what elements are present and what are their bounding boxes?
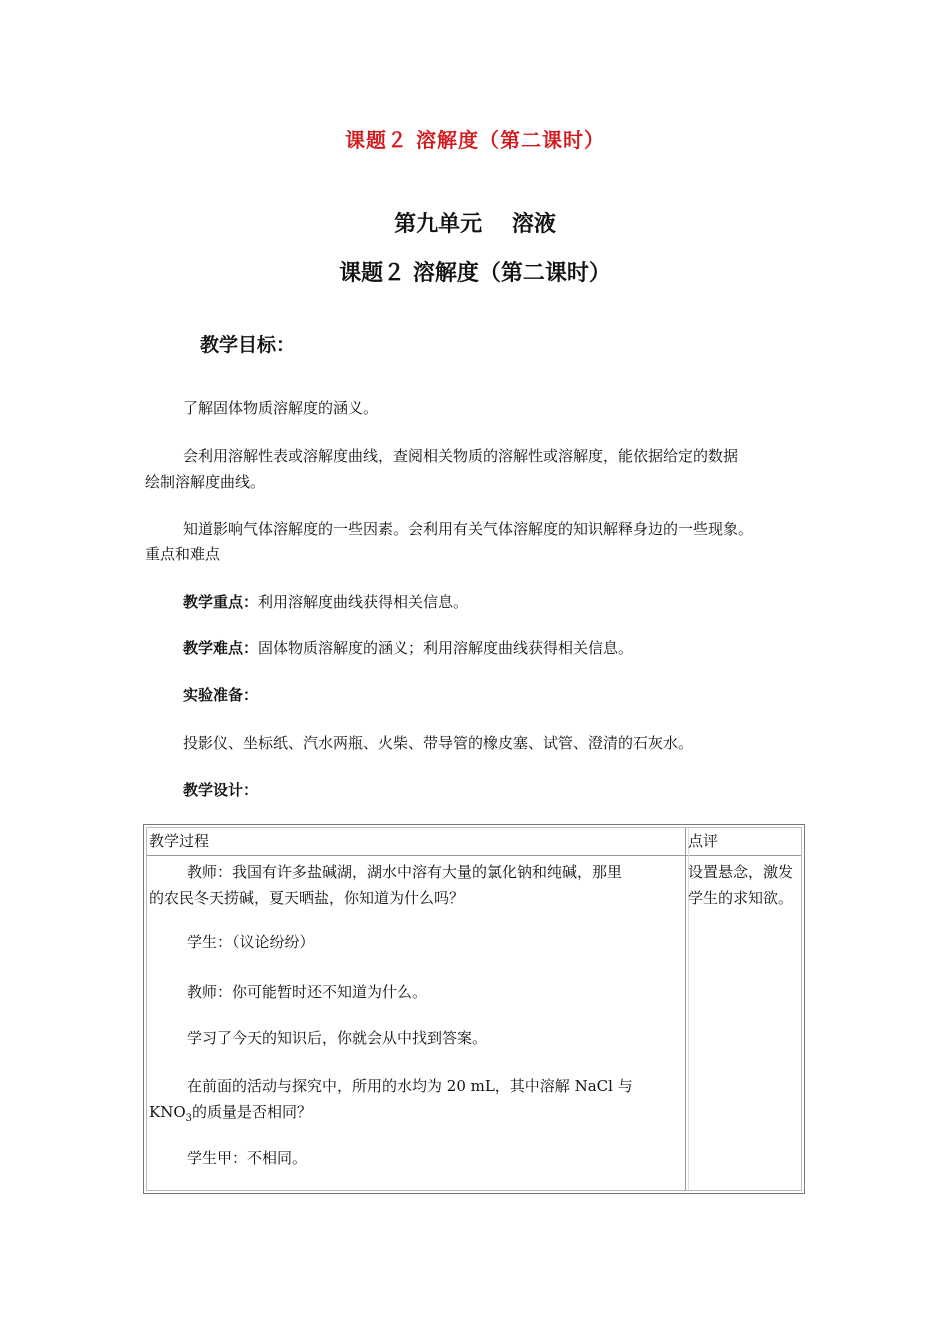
objective-item-1: 了解固体物质溶解度的涵义。 bbox=[183, 399, 379, 417]
table-header-process: 教学过程 bbox=[149, 832, 210, 850]
process-p5-line1: 在前面的活动与探究中，所用的水均为 20 mL，其中溶解 NaCl 与 bbox=[187, 1077, 633, 1095]
key-point-label: 教学重点： bbox=[183, 593, 259, 611]
process-p1-line1: 教师：我国有许多盐碱湖，湖水中溶有大量的氯化钠和纯碱，那里 bbox=[187, 863, 623, 881]
page-title: 课题２ 溶解度（第二课时） bbox=[345, 128, 605, 152]
process-p4: 学习了今天的知识后，你就会从中找到答案。 bbox=[187, 1029, 488, 1047]
objective-item-3-line2: 重点和难点 bbox=[145, 545, 221, 563]
difficult-point-label: 教学难点： bbox=[183, 639, 259, 657]
objectives-heading: 教学目标： bbox=[200, 334, 296, 356]
design-heading bbox=[183, 778, 258, 802]
comment-line2: 学生的求知欲。 bbox=[688, 889, 794, 907]
objective-item-3-line1: 知道影响气体溶解度的一些因素。会利用有关气体溶解度的知识解释身边的一些现象。 bbox=[183, 520, 754, 538]
table-header-divider bbox=[147, 855, 801, 856]
process-p1-line2: 的农民冬天捞碱，夏天晒盐，你知道为什么吗？ bbox=[149, 889, 465, 907]
lesson-table-inner bbox=[146, 827, 802, 1191]
unit-heading: 第九单元 溶液 bbox=[394, 212, 556, 237]
kno3-text: KNO bbox=[149, 1103, 186, 1121]
objective-item-2-line2: 绘制溶解度曲线。 bbox=[145, 473, 266, 491]
kno3-subscript: 3 bbox=[185, 1113, 193, 1124]
process-p2: 学生：（议论纷纷） bbox=[187, 933, 315, 951]
process-p6: 学生甲：不相同。 bbox=[187, 1149, 308, 1167]
process-p5-line2-text: 的质量是否相同？ bbox=[192, 1103, 313, 1121]
process-p5-line2 bbox=[149, 1098, 312, 1133]
difficult-point-text: 固体物质溶解度的涵义；利用溶解度曲线获得相关信息。 bbox=[258, 639, 634, 657]
key-point-text: 利用溶解度曲线获得相关信息。 bbox=[258, 593, 469, 611]
prep-label: 实验准备： bbox=[183, 686, 259, 704]
table-header-comment: 点评 bbox=[688, 832, 719, 850]
design-label: 教学设计： bbox=[183, 781, 259, 799]
prep-text: 投影仪、坐标纸、汽水两瓶、火柴、带导管的橡皮塞、试管、澄清的石灰水。 bbox=[183, 734, 694, 752]
objective-item-2-line1: 会利用溶解性表或溶解度曲线，查阅相关物质的溶解性或溶解度，能依据给定的数据 bbox=[183, 447, 739, 465]
key-point bbox=[183, 590, 468, 614]
process-p3: 教师：你可能暂时还不知道为什么。 bbox=[187, 983, 428, 1001]
lesson-table bbox=[143, 824, 805, 1194]
difficult-point bbox=[183, 636, 633, 660]
comment-line1: 设置悬念，激发 bbox=[688, 863, 794, 881]
prep-heading bbox=[183, 683, 258, 707]
lesson-heading: 课题２ 溶解度（第二课时） bbox=[339, 261, 611, 286]
